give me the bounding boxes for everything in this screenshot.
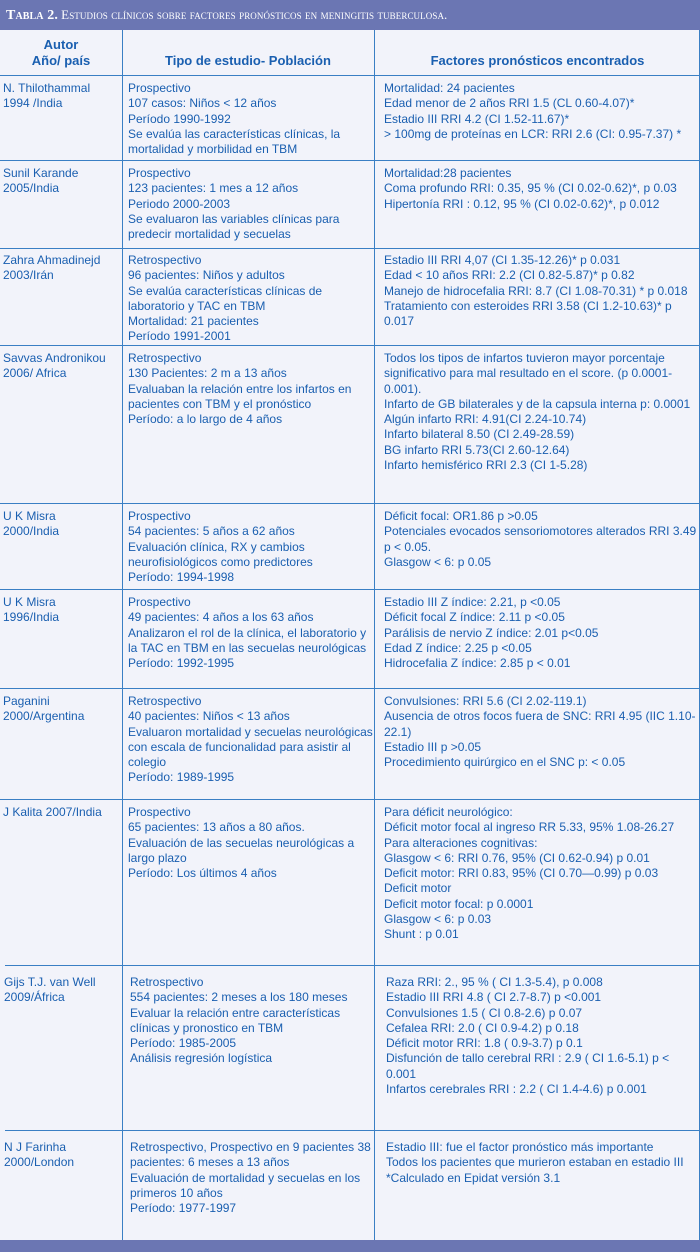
row-4-factors: Todos los tipos de infartos tuvieron mayor porcentaje significativo para mal resultado en el score. (p 0.0001-0.001). Infarto de GB bilaterales y de la capsula interna p: 0.0001 Algún infarto RRI: 4.91(CI 2.24-10.74) Infarto bilateral 8.50 (CI 2.49-28.59) BG infarto RRI 5.73(CI 2.60-12.64) Infarto hemisférico RRI 2.3 (CI 1-5.28) [384, 351, 691, 473]
row-divider [0, 589, 700, 590]
table-caption: Estudios clínicos sobre factores pronósticos en meningitis tuberculosa. [61, 7, 448, 22]
row-10-study: Retrospectivo, Prospectivo en 9 pacientes 38 pacientes: 6 meses a 13 años Evaluación de mortalidad y secuelas en los primeros 10 años Período: 1977-1997 [130, 1140, 371, 1216]
header-author [0, 37, 122, 69]
row-divider [0, 799, 700, 800]
table-title [0, 0, 700, 30]
row-8-factors: Para déficit neurológico: Déficit motor focal al ingreso RR 5.33, 95% 1.08-26.27 Para alteraciones cognitivas: Glasgow < 6: RRI 0.76, 95% (CI 0.62-0.94) p 0.01 Deficit motor: RRI 0.83, 95% (CI 0.70—0.99) p 0.03 Deficit motor Deficit motor focal: p 0.0001 Glasgow < 6: p 0.03 Shunt : p 0.01 [384, 805, 675, 942]
row-6-factors: Estadio III Z índice: 2.21, p <0.05 Déficit focal Z índice: 2.11 p <0.05 Parálisis de nervio Z índice: 2.01 p<0.05 Edad Z índice: 2.25 p <0.05 Hidrocefalia Z índice: 2.85 p < 0.01 [384, 595, 599, 671]
row-9-study: Retrospectivo 554 pacientes: 2 meses a los 180 meses Evaluar la relación entre características clínicas y pronostico en TBM Período: 1985-2005 Análisis regresión logística [130, 975, 348, 1066]
row-divider [5, 965, 700, 966]
header-author-line2: Año/ país [31, 53, 91, 68]
table-footer-bar [0, 1240, 700, 1252]
row-1-author: N. Thilothammal 1994 /India [3, 81, 91, 111]
row-5-author: U K Misra 2000/India [3, 509, 60, 539]
row-10-author: N J Farinha 2000/London [4, 1140, 75, 1170]
row-4-author: Savvas Andronikou 2006/ Africa [3, 351, 106, 381]
header-factors: Factores pronósticos encontrados [430, 53, 645, 68]
row-3-author: Zahra Ahmadinejd 2003/Irán [3, 253, 101, 283]
row-divider [0, 345, 700, 346]
row-9-author: Gijs T.J. van Well 2009/África [4, 975, 96, 1005]
row-5-factors: Déficit focal: OR1.86 p >0.05 Potenciales evocados sensoriomotores alterados RRI 3.49 p < 0.05. Glasgow < 6: p 0.05 [384, 509, 697, 569]
column-divider [122, 30, 123, 1240]
row-2-study: Prospectivo 123 pacientes: 1 mes a 12 años Periodo 2000-2003 Se evaluaron las variables clínicas para predecir mortalidad y secuelas [128, 166, 340, 242]
row-8-author: J Kalita 2007/India [3, 805, 102, 819]
row-divider [0, 160, 700, 161]
row-divider [0, 503, 700, 504]
row-2-author: Sunil Karande 2005/India [3, 166, 79, 196]
row-4-study: Retrospectivo 130 Pacientes: 2 m a 13 años Evaluaban la relación entre los infartos en pacientes con TBM y el pronóstico Período: a lo largo de 4 años [128, 351, 352, 427]
row-3-factors: Estadio III RRI 4,07 (CI 1.35-12.26)* p 0.031 Edad < 10 años RRI: 2.2 (CI 0.82-5.87)* p 0.82 Manejo de hidrocefalia RRI: 8.7 (CI 1.08-70.31) * p 0.018 Tratamiento con esteroides RRI 3.58 (CI 1.2-10.63)* p 0.017 [384, 253, 688, 329]
row-5-study: Prospectivo 54 pacientes: 5 años a 62 años Evaluación clínica, RX y cambios neurofisiológicos como predictores Período: 1994-1998 [128, 509, 313, 585]
header-study: Tipo de estudio- Población [165, 53, 331, 68]
table-label: Tabla 2. [6, 8, 58, 23]
row-7-author: Paganini 2000/Argentina [3, 694, 85, 724]
row-6-study: Prospectivo 49 pacientes: 4 años a los 63 años Analizaron el rol de la clínica, el laboratorio y la TAC en TBM en las secuelas neurológicas Período: 1992-1995 [128, 595, 367, 671]
row-2-factors: Mortalidad:28 pacientes Coma profundo RRI: 0.35, 95 % (CI 0.02-0.62)*, p 0.03 Hipertonía RRI : 0.12, 95 % (CI 0.02-0.62)*, p 0.012 [384, 166, 677, 211]
row-9-factors: Raza RRI: 2., 95 % ( CI 1.3-5.4), p 0.008 Estadio III RRI 4.8 ( CI 2.7-8.7) p <0.001 Convulsiones 1.5 ( CI 0.8-2.6) p 0.07 Cefalea RRI: 2.0 ( CI 0.9-4.2) p 0.18 Déficit motor RRI: 1.8 ( 0.9-3.7) p 0.1 Disfunción de tallo cerebral RRI : 2.9 ( CI 1.6-5.1) p < 0.001 Infartos cerebrales RRI : 2.2 ( CI 1.4-4.6) p 0.001 [386, 975, 670, 1097]
row-6-author: U K Misra 1996/India [3, 595, 60, 625]
row-7-factors: Convulsiones: RRI 5.6 (CI 2.02-119.1) Ausencia de otros focos fuera de SNC: RRI 4.95 (IIC 1.10-22.1) Estadio III p >0.05 Procedimiento quirúrgico en el SNC p: < 0.05 [384, 694, 696, 770]
row-divider [5, 1130, 700, 1131]
row-3-study: Retrospectivo 96 pacientes: Niños y adultos Se evalúa características clínicas de laboratorio y TAC en TBM Mortalidad: 21 pacientes Período 1991-2001 [128, 253, 323, 344]
row-1-factors: Mortalidad: 24 pacientes Edad menor de 2 años RRI 1.5 (CL 0.60-4.07)* Estadio III RRI 4.2 (CI 1.52-11.67)* > 100mg de proteínas en LCR: RRI 2.6 (CI: 0.95-7.37) * [384, 81, 682, 141]
row-10-factors: Estadio III: fue el factor pronóstico más importante Todos los pacientes que murieron estaban en estadio III *Calculado en Epidat versión 3.1 [386, 1140, 684, 1185]
row-7-study: Retrospectivo 40 pacientes: Niños < 13 años Evaluaron mortalidad y secuelas neurológicas con escala de funcionalidad para asistir al colegio Período: 1989-1995 [128, 694, 373, 785]
row-divider [0, 248, 700, 249]
row-divider [0, 688, 700, 689]
row-1-study: Prospectivo 107 casos: Niños < 12 años Período 1990-1992 Se evalúa las características clínicas, la mortalidad y morbilidad en TBM [128, 81, 341, 157]
row-8-study: Prospectivo 65 pacientes: 13 años a 80 años. Evaluación de las secuelas neurológicas a largo plazo Período: Los últimos 4 años [128, 805, 355, 881]
row-divider [0, 75, 700, 76]
header-author-line1: Autor [43, 37, 79, 52]
